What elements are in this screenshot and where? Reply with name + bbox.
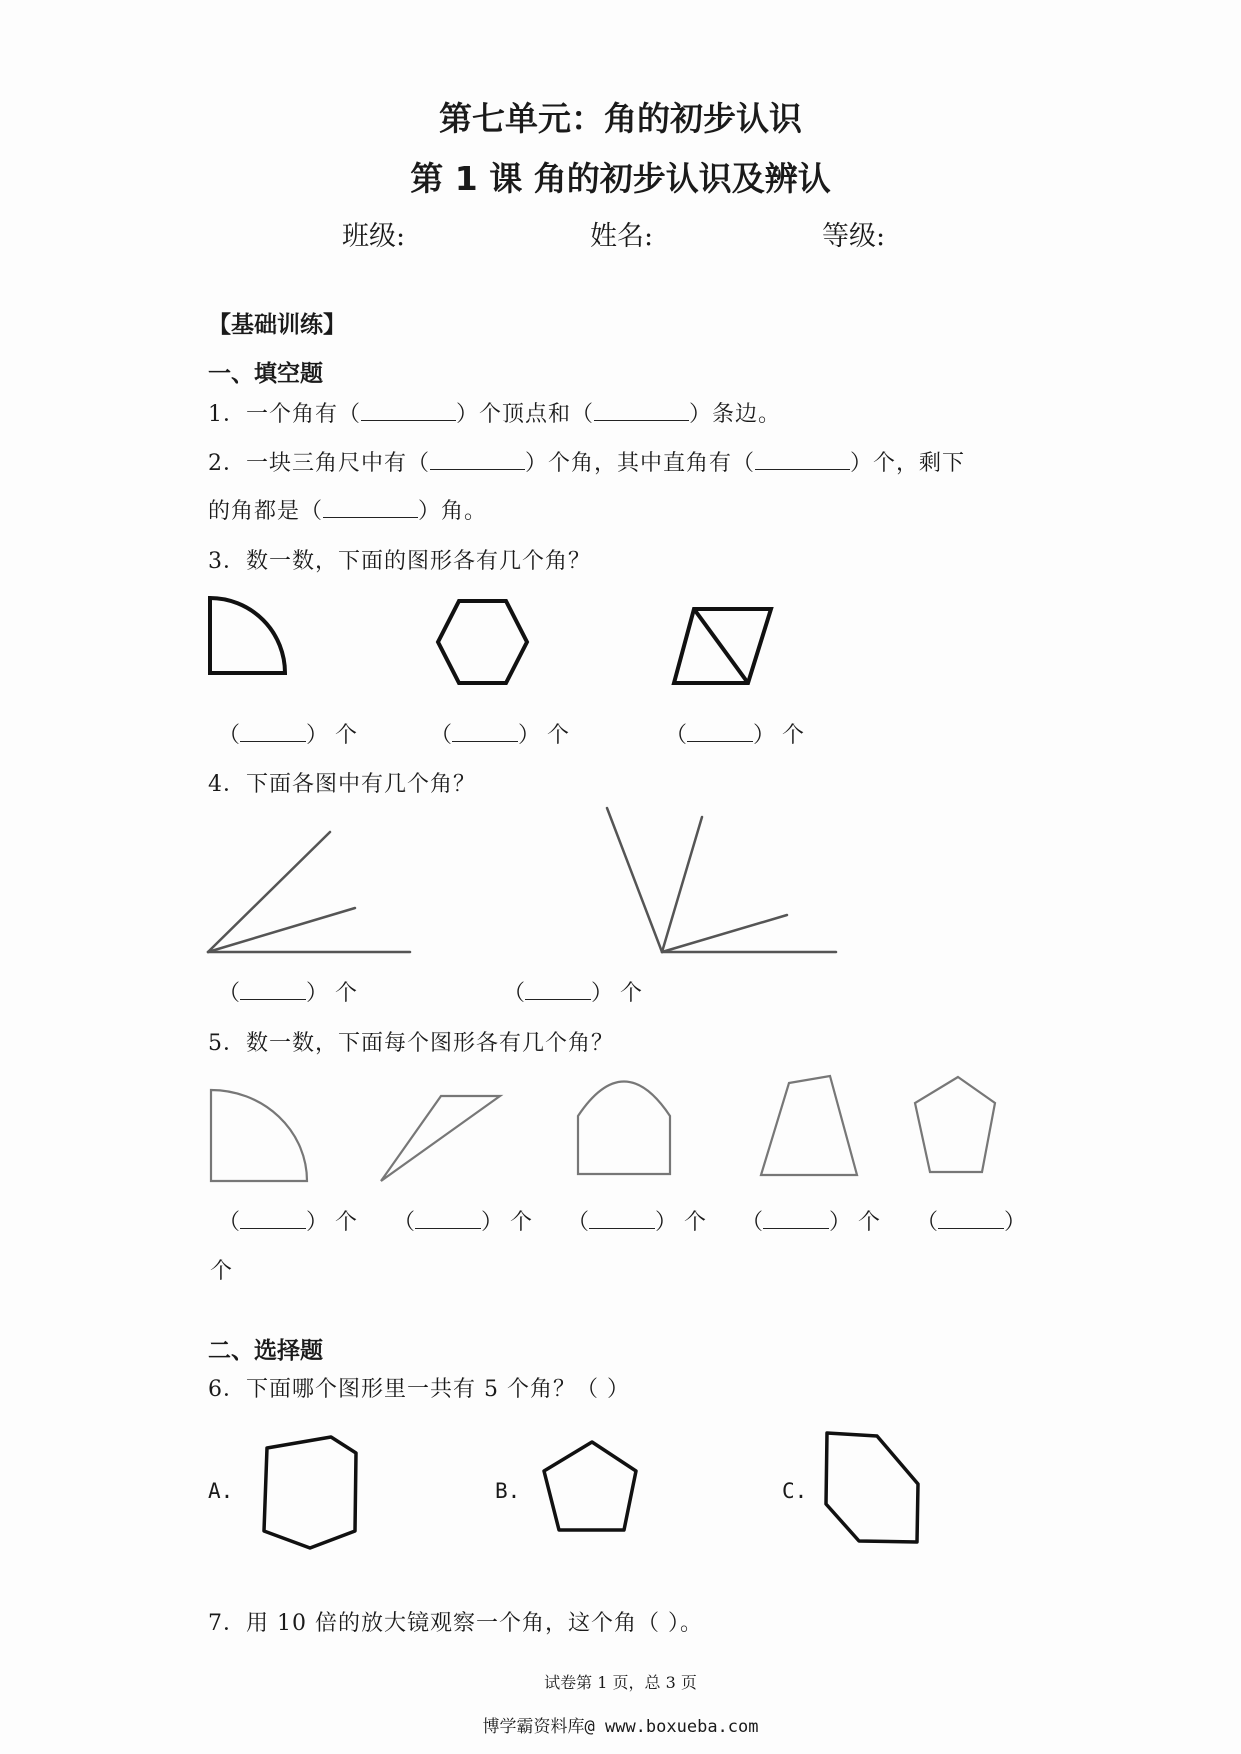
q5-answer-4: （ ） 个 [741, 1205, 880, 1236]
q5-answer-2: （ ） 个 [393, 1205, 532, 1236]
question-5: 5．数一数，下面每个图形各有几个角？ [208, 1031, 614, 1056]
q5-answer-1: （ ） 个 [218, 1205, 357, 1236]
q3-answer-2: （ ） 个 [430, 718, 569, 749]
question-2: 2．一块三角尺中有（ ）个角，其中直角有（ ）个，剩下 [208, 446, 965, 477]
option-c-hexagon [826, 1433, 918, 1542]
question-1: 1．一个角有（ ）个顶点和（ ）条边。 [208, 397, 781, 428]
class-label: 班级: [342, 221, 406, 252]
q3-answer-3: （ ） 个 [665, 718, 804, 749]
q4-answer-2: （ ） 个 [503, 976, 642, 1007]
section-basic-training: 【基础训练】 [208, 312, 346, 338]
q3-answer-1: （ ） 个 [218, 718, 357, 749]
section-choice: 二、选择题 [208, 1338, 323, 1364]
option-b-pentagon [544, 1442, 636, 1530]
q5-answer-3: （ ） 个 [567, 1205, 706, 1236]
question-2-cont: 的角都是（ ）角。 [208, 494, 487, 525]
question-6: 6．下面哪个图形里一共有 5 个角？（ ） [208, 1377, 630, 1402]
section-fill-in: 一、填空题 [208, 361, 323, 387]
option-a-hexagon [264, 1437, 356, 1548]
question-7: 7．用 10 倍的放大镜观察一个角，这个角（ ）。 [208, 1611, 703, 1636]
unit-title: 第七单元：角的初步认识 [439, 99, 802, 138]
q4-answer-1: （ ） 个 [218, 976, 357, 1007]
q5-answer-5-unit: 个 [210, 1259, 233, 1284]
name-label: 姓名: [590, 221, 654, 252]
lesson-title: 第 1 课 角的初步认识及辨认 [410, 159, 831, 198]
site-watermark: 博学霸资料库@ www.boxueba.com [482, 1717, 759, 1737]
option-a-label[interactable]: A. [208, 1479, 234, 1503]
option-b-label[interactable]: B. [495, 1479, 521, 1503]
grade-label: 等级: [822, 221, 886, 252]
q5-answer-5: （ ） [916, 1205, 1026, 1236]
option-c-label[interactable]: C. [782, 1479, 808, 1503]
question-3: 3．数一数，下面的图形各有几个角？ [208, 549, 591, 574]
page-number: 试卷第 1 页，总 3 页 [544, 1673, 697, 1692]
question-4: 4．下面各图中有几个角？ [208, 772, 476, 797]
